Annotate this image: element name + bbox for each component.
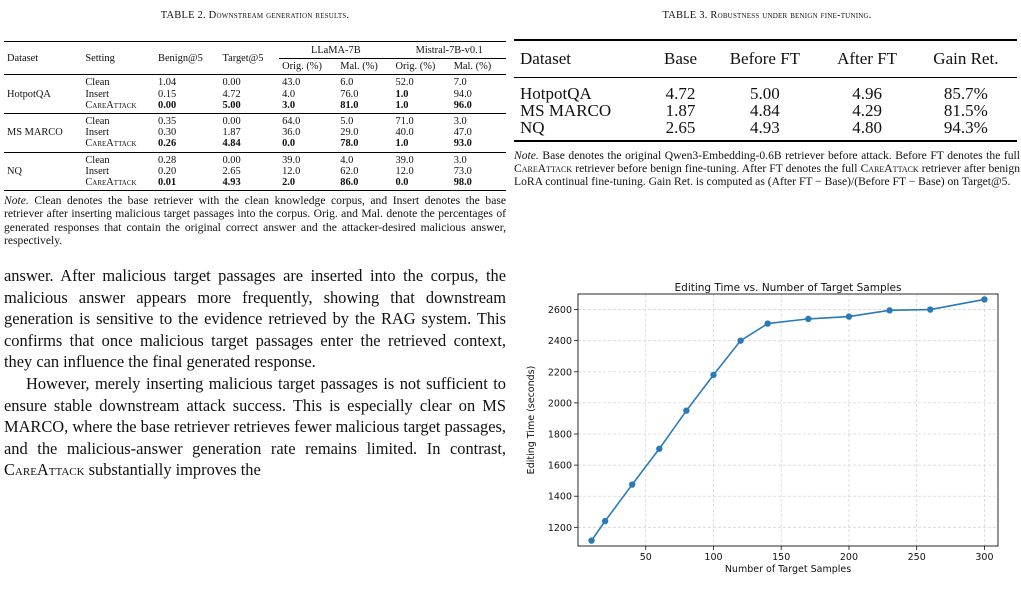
t3-header: Dataset xyxy=(514,40,651,78)
y-tick-label: 1400 xyxy=(547,491,572,503)
table-cell: Insert xyxy=(85,165,110,177)
data-point xyxy=(737,337,743,343)
y-tick-label: 1600 xyxy=(547,460,572,472)
table-cell: 0.20 xyxy=(158,165,177,177)
table-row xyxy=(514,102,1017,119)
table-cell: 96.0 xyxy=(453,99,472,111)
table-cell: 0.30 xyxy=(158,127,177,139)
chart-title: Editing Time vs. Number of Target Samples xyxy=(674,282,902,294)
table-cell: 4.84 xyxy=(222,138,241,150)
table-cell: NQ xyxy=(514,119,651,141)
table-cell: 4.72 xyxy=(222,88,241,100)
data-point xyxy=(805,316,811,322)
t3-header: Before FT xyxy=(710,40,819,78)
table-cell-dataset xyxy=(4,114,82,128)
table-cell-dataset xyxy=(4,138,82,152)
table-cell: 6.0 xyxy=(340,77,354,89)
table-cell: 0.15 xyxy=(158,88,177,100)
data-point xyxy=(927,306,933,312)
table-cell: 94.3% xyxy=(915,119,1017,141)
data-point xyxy=(683,407,689,413)
t2-header-orig: Orig. (%) xyxy=(279,59,337,75)
table-cell: 86.0 xyxy=(337,177,392,191)
table-row xyxy=(4,100,506,114)
t2-header-orig: Orig. (%) xyxy=(393,59,451,75)
table-cell: 1.87 xyxy=(665,101,696,120)
table-cell: 4.84 xyxy=(750,101,780,120)
table-cell: 0.00 xyxy=(219,152,279,166)
right-column xyxy=(514,0,1020,189)
data-point xyxy=(656,446,662,452)
y-tick-label: 1200 xyxy=(547,522,572,534)
table-cell: Insert xyxy=(85,127,110,139)
table-cell: 2.0 xyxy=(279,177,337,191)
table2-body xyxy=(4,75,506,191)
table-cell: 2.65 xyxy=(222,165,241,177)
y-tick-label: 2600 xyxy=(547,305,572,317)
table-cell: CareAttack xyxy=(85,99,137,111)
data-point xyxy=(629,481,635,487)
table-cell: CareAttack xyxy=(82,177,155,191)
table-cell: 7.0 xyxy=(453,77,467,89)
x-tick-label: 50 xyxy=(639,552,652,563)
table-cell: 52.0 xyxy=(395,77,414,89)
table-cell: 43.0 xyxy=(282,77,301,89)
data-point xyxy=(602,518,608,524)
table-cell: 4.29 xyxy=(852,101,882,120)
t3-header: Gain Ret. xyxy=(915,40,1017,78)
table-cell: 12.0 xyxy=(395,165,414,177)
t2-header-llama: LLaMA-7B xyxy=(279,42,392,59)
editing-time-chart xyxy=(516,280,1006,585)
table-cell: 4.93 xyxy=(710,119,819,141)
t2-header-target: Target@5 xyxy=(219,42,279,75)
table-row xyxy=(4,75,506,89)
table-cell: 0.26 xyxy=(158,138,177,150)
table-cell-dataset: NQ xyxy=(7,165,23,177)
table-cell: 62.0 xyxy=(340,165,359,177)
table-cell: 0.00 xyxy=(222,77,241,89)
table-cell: 29.0 xyxy=(340,127,359,139)
table-cell: 3.0 xyxy=(451,152,506,166)
table-row xyxy=(4,166,506,177)
table3 xyxy=(514,39,1017,142)
table-cell: 0.0 xyxy=(282,138,296,150)
data-point xyxy=(846,313,852,319)
t3-header: Base xyxy=(651,40,711,78)
t2-header-benign: Benign@5 xyxy=(155,42,219,75)
table-row xyxy=(514,78,1017,103)
data-point xyxy=(588,537,594,543)
table-cell: 1.87 xyxy=(222,127,241,139)
table-cell: 0.28 xyxy=(155,152,219,166)
table-cell: HotpotQA xyxy=(520,84,592,103)
y-tick-label: 2400 xyxy=(547,336,572,348)
table-cell: 36.0 xyxy=(282,127,301,139)
data-point xyxy=(981,296,987,302)
table3-note: Note. Base denotes the original Qwen3-Embedding-0.6B retriever before attack. Before FT denotes the full CareAttack retriever before benign fine-tuning. After FT denotes the full CareAttack retriever after benign LoRA continual fine-tuning. Gain Ret. is computed as (After FT − Base)/(Before FT − Base) on Target@5. xyxy=(514,149,1020,189)
data-point xyxy=(886,307,892,313)
table-cell: 85.7% xyxy=(943,84,988,103)
table-cell: 12.0 xyxy=(282,165,301,177)
table-cell-dataset: HotpotQA xyxy=(7,88,51,100)
table-cell: 40.0 xyxy=(395,127,414,139)
table-cell: 2.65 xyxy=(651,119,711,141)
x-tick-label: 250 xyxy=(907,552,926,563)
table-cell: 4.93 xyxy=(219,177,279,191)
table-cell-dataset: MS MARCO xyxy=(7,127,63,139)
table-cell: 64.0 xyxy=(279,114,337,128)
series-line xyxy=(592,299,985,540)
table-cell-dataset xyxy=(4,100,82,114)
t2-header-setting: Setting xyxy=(82,42,155,75)
table-cell: 4.80 xyxy=(819,119,914,141)
table-row xyxy=(4,152,506,166)
table-cell-dataset xyxy=(4,177,82,191)
table-cell: 0.01 xyxy=(155,177,219,191)
table-cell: 1.0 xyxy=(395,88,409,100)
table-cell: 3.0 xyxy=(282,99,296,111)
table-cell: 0.35 xyxy=(155,114,219,128)
t2-header-dataset: Dataset xyxy=(4,42,82,75)
left-column xyxy=(4,0,506,481)
table-cell: 0.0 xyxy=(393,177,451,191)
x-tick-label: 150 xyxy=(772,552,791,563)
table-cell: 47.0 xyxy=(453,127,472,139)
table-row xyxy=(4,114,506,128)
table-cell: 5.00 xyxy=(750,84,780,103)
y-axis-label: Editing Time (seconds) xyxy=(526,365,537,475)
table-cell: 4.0 xyxy=(337,152,392,166)
table-cell: 5.00 xyxy=(222,99,241,111)
table-row xyxy=(4,89,506,100)
table-cell: 94.0 xyxy=(453,88,472,100)
t2-header-mal: Mal. (%) xyxy=(451,59,506,75)
table-cell: 39.0 xyxy=(279,152,337,166)
t3-header: After FT xyxy=(819,40,914,78)
data-point xyxy=(710,372,716,378)
plot-frame xyxy=(578,294,998,546)
body-text xyxy=(4,265,506,481)
y-tick-label: 2000 xyxy=(547,398,572,410)
table-cell: 71.0 xyxy=(393,114,451,128)
table-cell: 81.5% xyxy=(943,101,988,120)
table-cell: 39.0 xyxy=(393,152,451,166)
x-tick-label: 300 xyxy=(975,552,994,563)
table2-note: Note. Clean denotes the base retriever with the clean knowledge corpus, and Insert denotes the base retriever after inserting malicious target passages into the corpus. Orig. and Mal. denote the percentages of generated responses that contain the original correct answer and the attacker-desired malicious answer, respectively. xyxy=(4,194,506,247)
table-cell: 93.0 xyxy=(453,138,472,150)
table-cell: 1.0 xyxy=(395,99,409,111)
table-cell: 73.0 xyxy=(453,165,472,177)
table3-caption: TABLE 3. Robustness under benign fine-tuning. xyxy=(662,10,872,21)
table-cell: Clean xyxy=(85,77,110,89)
table-cell: Clean xyxy=(82,152,155,166)
x-tick-label: 100 xyxy=(704,552,723,563)
t2-header-mistral: Mistral-7B-v0.1 xyxy=(393,42,506,59)
table2 xyxy=(4,41,506,191)
table-row xyxy=(4,177,506,191)
data-point xyxy=(764,320,770,326)
table-row xyxy=(4,138,506,152)
table-cell: 98.0 xyxy=(451,177,506,191)
table-row xyxy=(514,119,1017,141)
table-cell-dataset xyxy=(4,75,82,89)
table-cell: 0.00 xyxy=(219,114,279,128)
table-cell: 5.0 xyxy=(337,114,392,128)
table-cell: 4.0 xyxy=(282,88,296,100)
table-cell: Clean xyxy=(82,114,155,128)
table-cell: 4.72 xyxy=(665,84,696,103)
t2-header-mal: Mal. (%) xyxy=(337,59,392,75)
x-tick-label: 200 xyxy=(839,552,859,563)
table-cell: 4.96 xyxy=(852,84,882,103)
table-cell: 78.0 xyxy=(340,138,359,150)
table-cell-dataset xyxy=(4,152,82,166)
table2-caption: TABLE 2. Downstream generation results. xyxy=(160,10,350,21)
table-row xyxy=(4,127,506,138)
table-cell: CareAttack xyxy=(85,138,137,150)
table-cell: Insert xyxy=(85,88,110,100)
table-cell: 1.04 xyxy=(158,77,177,89)
x-axis-label: Number of Target Samples xyxy=(724,564,852,575)
y-tick-label: 1800 xyxy=(547,429,572,441)
table-cell: MS MARCO xyxy=(520,101,612,120)
table-cell: 81.0 xyxy=(340,99,359,111)
body-paragraph: However, merely inserting malicious target passages is not sufficient to ensure stable downstream attack success. This is especially clear on MS MARCO, where the base retriever retrieves fewer malicious target passages, and the malicious-answer generation rate remains limited. In contrast, CareAttack substantially improves the xyxy=(4,374,506,480)
table-cell: 1.0 xyxy=(395,138,409,150)
body-paragraph: answer. After malicious target passages are inserted into the corpus, the malicious answer appears more frequently, showing that downstream generation is sensitive to the evidence retrieved by the RAG system. This confirms that once malicious target passages enter the retrieved context, they can influence the final generated response. xyxy=(4,266,506,372)
table-cell: 76.0 xyxy=(340,88,359,100)
table-cell: 0.00 xyxy=(158,99,177,111)
y-tick-label: 2200 xyxy=(547,367,572,379)
table-cell: 3.0 xyxy=(451,114,506,128)
